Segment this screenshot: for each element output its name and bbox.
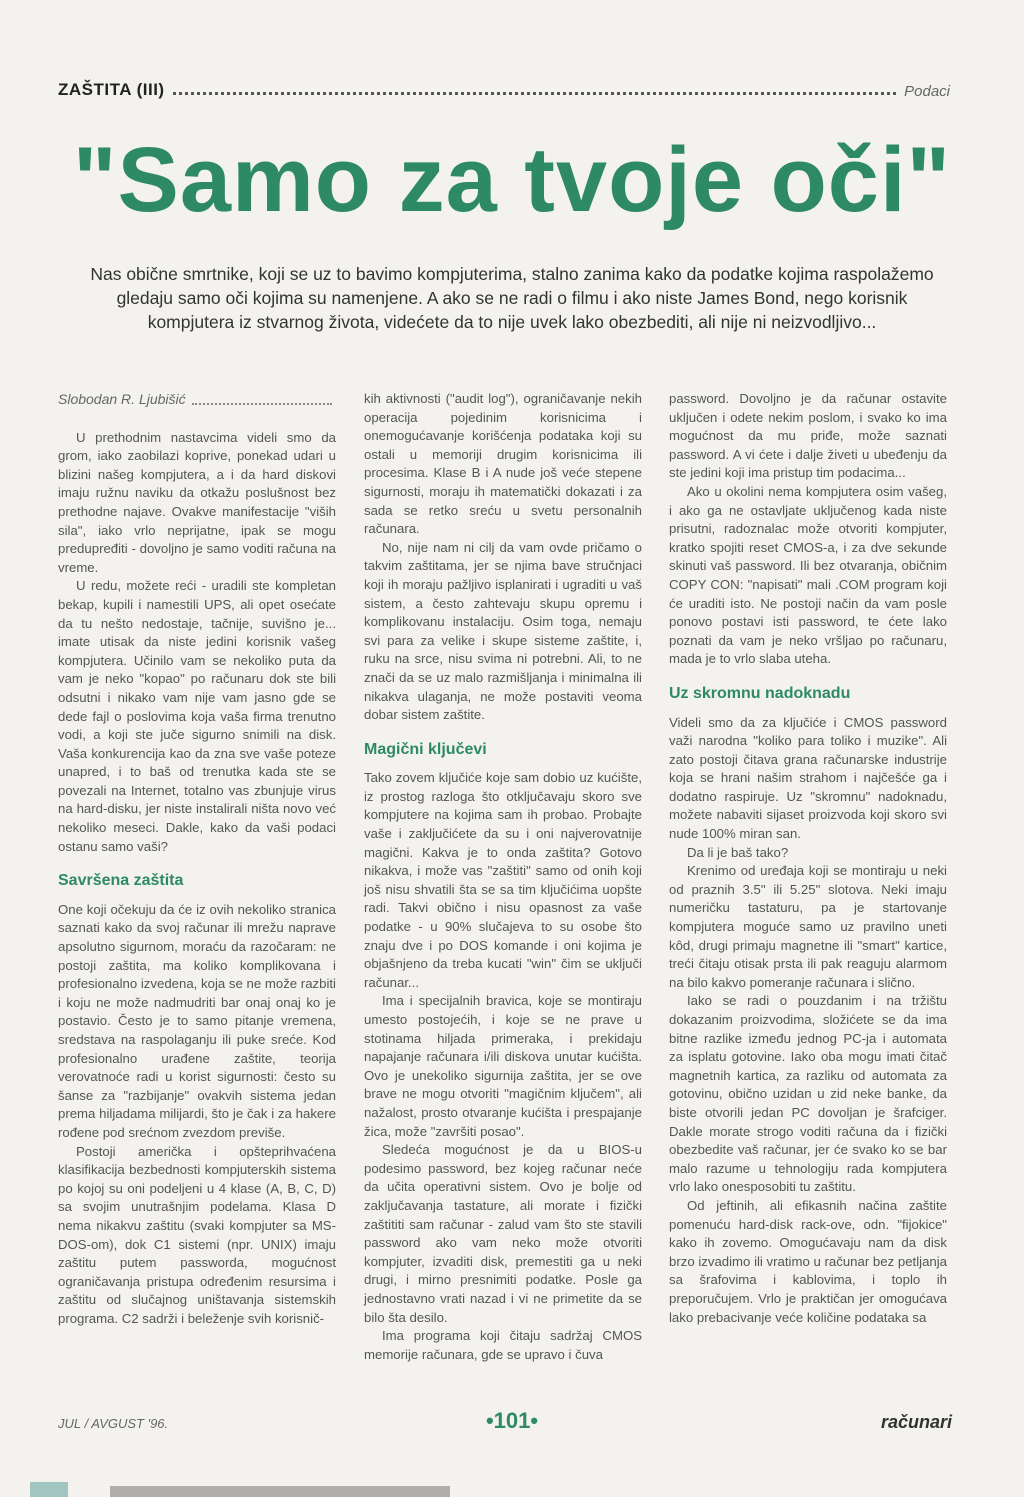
paragraph: Postoji američka i opšteprihvaćena klasifikacija bezbednosti kompjuterskih sistema po kojoj su oni podeljeni u 4 klase (A, B, C, D) sa svojim unutrašnjim podelama. Klasa D nema nikakvu zaštitu (svaki kompjuter sa MS-DOS-om), dok C1 sistemi (npr. UNIX) imaju zaštitu putem passworda, mogućnost ograničavanja pristupa određenim resursima i zaštitu od slučajnog uništavanja sistemskih programa. C2 sadrži i beleženje svih korisnič- <box>58 1143 336 1326</box>
byline-dots <box>192 403 332 405</box>
paragraph: Ako u okolini nema kompjutera osim vašeg, i ako ga ne ostavljate uključenog kada niste prisutni, radoznalac može otvoriti kompjuter, kratko spojiti reset CMOS-a, i za dve sekunde skinuti vaš password. Ili bez otvaranja, običnim COPY CON: "napisati" mali .COM program koji će uraditi isto. Ne postoji način da vam posle ponovo postavi isti password, te ćete lako poznati da vam je neko vršljao po računaru, mada je to vrlo slaba uteha. <box>669 483 947 667</box>
page-number: •101• <box>485 1408 539 1433</box>
paragraph: No, nije nam ni cilj da vam ovde pričamo o takvim zaštitama, jer se njima bave stručnjaci koji ih moraju pažljivo isplanirati i ugraditi u vaš sistem, a često zahtevaju skupu opremu i komplikovanu instalaciju. Osim toga, nemaju svi para za velike i skupe sisteme zaštite, i, ruku na srce, nisu svima ni potrebni. Ali, to ne znači da se uz malo razmišljanja i minimalna ili nikakva ulaganja, ne može postaviti veoma dobar sistem zaštite. <box>364 539 642 723</box>
article-lead: Nas obične smrtnike, koji se uz to bavimo kompjuterima, stalno zanima kako da podatke kojima raspolažemo gledaju samo oči kojima su namenjene. A ako se ne radi o filmu i ako niste James Bond, nego korisnik kompjutera iz stvarnog života, videćete da to nije uvek lako obezbediti, ali nije ni neizvodljivo... <box>90 264 934 332</box>
subheading: Magični ključevi <box>364 740 487 758</box>
subheading: Savršena zaštita <box>58 872 184 890</box>
paragraph: Tako zovem ključiće koje sam dobio uz kućište, iz prostog razloga što otključavaju skoro sve kompjutere na kojima sam ih probao. Probajte vaše i zaključićete da su i oni najverovatnije magični. Kakva je to onda zaštita? Gotovo nikakva, i može vas "zaštiti" samo od onih koji još nisu shvatili šta se sa tim ključićima uopšte radi. Takvi obično i nisu opasnost za vaše podatke - u 90% slučajeva to su osobe što znaju dve i po DOS komande i oni kojima je objašnjeno da treba kucati "win" čim se uključi računar... <box>364 770 642 990</box>
paragraph: Ima programa koji čitaju sadržaj CMOS memorije računara, gde se upravo i čuva <box>364 1328 642 1362</box>
running-header <box>58 74 950 100</box>
paragraph: kih aktivnosti ("audit log"), ograničavanje nekih operacija pojedinim korisnicima i onemogućavanje korišćenja podataka koji su ostali u memoriji drugim korisnicima ili procesima. Klase B i A nude još veće stepene sigurnosti, moraju ih matematički dokazati i za sada se retko sreću u svetu personalnih računara. <box>364 391 642 537</box>
author-name: Slobodan R. Ljubišić <box>58 391 186 407</box>
subheading: Uz skromnu nadoknadu <box>669 684 851 702</box>
paragraph: U prethodnim nastavcima videli smo da grom, iako zaobilazi koprive, ponekad udari u blizini našeg kompjutera, a i da hard diskovi imaju ružnu naviku da otkažu poslušnost bez prethodne najave. Ovakve manifestacije "viših sila", iako vrlo neprijatne, ipak se mogu predupređiti - dovoljno je samo voditi računa na vreme. <box>58 429 336 575</box>
leader-dots <box>173 92 897 95</box>
paragraph: password. Dovoljno je da računar ostavite uključen i odete nekim poslom, i svako ko ima mogućnost da mu priđe, može saznati password. A vi ćete i dalje živeti u ubeđenju da ste jedini koji ima pristup tim podacima... <box>669 391 947 481</box>
paragraph: Iako se radi o pouzdanim i na tržištu dokazanim proizvodima, složićete se da ima bitne razlike između jednog PC-ja i automata za isplatu gotovine. Iako oba mogu imati čitač magnetnih kartica, za razliku od automata za gotovinu, obično uzidan u zid neke banke, da biste otvorili jedan PC dovoljan je šrafciger. Dakle morate strogo voditi računa da i fizički obezbedite vaš računar, jer će svako ko se bar malo razume u tehnologiju rada kompjutera vrlo lako onesposobiti tu zaštitu. <box>669 993 947 1195</box>
paragraph: U redu, možete reći - uradili ste kompletan bekap, kupili i namestili UPS, ali opet osećate da tu nešto nedostaje, tačnije, suvišno je... imate utisak da niste jedini korisnik vašeg kompjutera. Učinilo vam se nekoliko puta da vam je neko "kopao" po računaru dok ste bili odsutni i nikako vam nije vam jasno gde se dede fajl o poslovima koja vaša firma trenutno vodi, a koji ste juče sigurno snimili na disk. Vaša konkurencija kao da zna sve vaše poteze unapred, i to baš od trenutka kada ste se povezali na Internet, totalno vas zbunjuje virus na hard-disku, jer niste instalirali ništa novo već nekoliko meseci. Dakle, kako da vaši podaci ostanu samo vaši? <box>58 578 336 854</box>
paragraph: Od jeftinih, ali efikasnih načina zaštite pomenuću hard-disk rack-ove, odn. "fijokice" kako ih zovemo. Omogućavaju nam da disk brzo izvadimo ili vratimo u računar bez petljanja sa šrafovima i kablovima, i toplo ih preporučujem. Vrlo je praktičan jer omogućava lako prebacivanje veće količine podataka sa <box>669 1197 947 1325</box>
column-2 <box>364 390 642 1364</box>
category-label: Podaci <box>904 83 950 100</box>
column-1 <box>58 390 336 1329</box>
column-3 <box>669 390 947 1327</box>
magazine-logo: računari <box>880 1412 952 1432</box>
paragraph: Da li je baš tako? <box>687 844 789 860</box>
paragraph: Krenimo od uređaja koji se montiraju u neki od praznih 3.5" ili 5.25" slotova. Neki imaju numeričku tastaturu, pa je startovanje kompjutera moguće samo uz pravilno uneti kôd, drugi primaju magnetne ili "smart" kartice, treći čitaju otisak prsta ili pak reaguju alarmom na bilo kakvo pomeranje računara i slično. <box>669 863 947 990</box>
section-title: ZAŠTITA (III) <box>58 80 165 99</box>
scan-artifact <box>30 1482 68 1497</box>
paragraph: Ima i specijalnih bravica, koje se montiraju umesto postojećih, i koje se ne prave u stotinama hiljada primeraka, i prekidaju napajanje računara i/ili diskova unutar kućišta. Ovo je unekoliko sigurnija zaštita, jer se ove brave ne mogu otvoriti "magičnim ključem", ali nažalost, prosto otvaranje kućišta i prespajanje žica, može "završiti posao". <box>364 993 642 1139</box>
paragraph: One koji očekuju da će iz ovih nekoliko stranica saznati kako da svoj računar ili mrežu naprave apsolutno sigurnom, moraću da razočaram: ne postoji zaštita, ma koliko komplikovana i profesionalno izvedena, koja se ne može razbiti i koju ne može nadmudriti bar onaj onaj ko je postavio. Često je to samo pitanje vremena, sredstava na raspolaganju ili puke sreće. Kod profesionalno urađene zaštite, teorija verovatnoće radi u korist sigurnosti: često su šanse za "razbijanje" ovakvih sistema jedan prema hiljadama milijardi, što je čak i za hakere rođene pod srećnom zvezdom previše. <box>58 901 336 1140</box>
byline <box>58 390 336 409</box>
paragraph: Sledeća mogućnost je da u BIOS-u podesimo password, bez kojeg računar neće da učita operativni sistem. Ovo je bolje od zaključavanja tastature, ali morate i fizički zaštititi sam računar - zalud vam što ste stavili password ako vam neko može otvoriti kompjuter, izvaditi disk, premestiti ga u neki drugi, i mirno presnimiti podatke. Posle ga jednostavno vrati nazad i vi ne primetite da se bilo šta desilo. <box>364 1142 642 1325</box>
issue-date: JUL / AVGUST '96. <box>58 1416 169 1431</box>
scan-artifact <box>110 1486 450 1497</box>
paragraph: Videli smo da za ključiće i CMOS password važi narodna "koliko para toliko i muzike". Ali zato postoji čitava grana računarske industrije koja se hrani našim strahom i najčešće ga i dodatno raspiruje. Uz "skromnu" nadoknadu, možete nabaviti sijaset proizvoda koji skoro svi nude 100% miran san. <box>669 714 947 842</box>
article-headline: "Samo za tvoje oči" <box>72 129 952 231</box>
